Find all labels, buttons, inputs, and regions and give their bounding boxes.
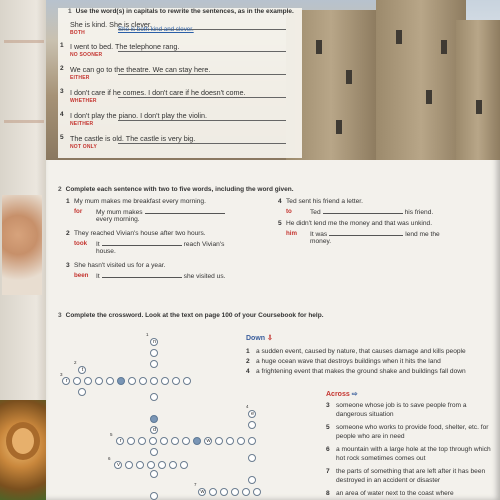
exercise-2-title: 2 Complete each sentence with two to five words, including the word given.: [58, 186, 294, 193]
exercise-2-q1: 1 My mum makes me breakfast every morning.: [66, 198, 206, 205]
page-decoration: [4, 120, 44, 123]
down-arrow-icon: ⇩: [267, 335, 273, 342]
crossword-cell[interactable]: [127, 437, 135, 445]
clue-number: 5: [110, 432, 113, 437]
exercise-1-example: She is kind. She is clever. BOTH She is both kind and clever.: [70, 20, 290, 36]
crossword-cell[interactable]: d: [150, 426, 158, 434]
crossword-cell[interactable]: [78, 388, 86, 396]
answer-blank[interactable]: [329, 229, 403, 236]
page-decoration: [4, 40, 44, 43]
crossword-cell[interactable]: [248, 454, 256, 462]
crossword-cell-highlight[interactable]: [193, 437, 201, 445]
crossword-cell[interactable]: [248, 421, 256, 429]
exercise-2-q4-line: Ted his friend.: [310, 209, 434, 216]
crossword-cell[interactable]: [215, 437, 223, 445]
crossword-cell[interactable]: [95, 377, 103, 385]
crossword-cell[interactable]: [139, 377, 147, 385]
crossword-cell[interactable]: [237, 437, 245, 445]
illustration-fragment: [2, 195, 42, 295]
crossword-cell[interactable]: [136, 461, 144, 469]
crossword-cell[interactable]: [150, 360, 158, 368]
crossword-cell[interactable]: r: [62, 377, 70, 385]
answer-line[interactable]: [118, 97, 286, 98]
crossword-cell[interactable]: [169, 461, 177, 469]
crossword-cell[interactable]: [248, 476, 256, 484]
crossword-cell[interactable]: [253, 488, 261, 496]
crossword-cell[interactable]: [106, 377, 114, 385]
crossword-cell[interactable]: [161, 377, 169, 385]
across-arrow-icon: ⇨: [351, 391, 358, 398]
crossword-cell[interactable]: [138, 437, 146, 445]
keyword: for: [74, 208, 83, 215]
clue-number: 4: [246, 404, 249, 409]
exercise-2-q5-line: It was lend me the: [310, 231, 440, 238]
crossword-cell[interactable]: [150, 470, 158, 478]
keyword: to: [286, 208, 292, 215]
crossword-cell[interactable]: [180, 461, 188, 469]
crossword-cell[interactable]: [149, 437, 157, 445]
crossword-cell[interactable]: [242, 488, 250, 496]
keyword: took: [74, 240, 88, 247]
exercise-2-q3-line: It she visited us.: [96, 273, 226, 280]
exercise-1-title: 1 Use the word(s) in capitals to rewrite the sentences, as in the example.: [68, 8, 294, 15]
crossword-cell[interactable]: [220, 488, 228, 496]
across-heading: Across ⇨: [326, 391, 358, 398]
answer-line[interactable]: [118, 143, 286, 144]
castle-tower: [456, 20, 500, 160]
crossword-cell[interactable]: t: [78, 366, 86, 374]
exercise-1-item: 5 The castle is old. The castle is very big. NOT ONLY: [70, 134, 290, 150]
crossword-cell-highlight[interactable]: [117, 377, 125, 385]
crossword-cell[interactable]: [150, 448, 158, 456]
answer-line[interactable]: [118, 51, 286, 52]
exercise-2-q5: 5 He didn't lend me the money and that was unkind.: [278, 220, 433, 227]
keyword: been: [74, 272, 89, 279]
exercise-1-box: [58, 8, 302, 158]
window: [426, 90, 432, 104]
lion-face: [12, 428, 34, 454]
exercise-2-q2-end: house.: [96, 248, 116, 255]
exercise-1-item: 2 We can go to the theatre. We can stay here. EITHER: [70, 65, 290, 81]
crossword-cell[interactable]: r: [116, 437, 124, 445]
window: [396, 30, 402, 44]
crossword-cell[interactable]: [150, 393, 158, 401]
workbook-page: [46, 0, 500, 500]
exercise-2-q4: 4 Ted sent his friend a letter.: [278, 198, 363, 205]
crossword-clues: Down ⇩ 1 a sudden event, caused by nature, that causes damage and kills people 2 a huge ocean wave that destroys buildings when it hits the land 4 a frightening event that makes the ground shake and buildings fall down Across ⇨ 3 someone whose job is to save people from a dangerous situation 5 someone who works to provide food, shelter, etc. for people who are in need 6 a mountain with a large hole at the top through which hot rock sometimes comes out 7 the parts of something that are left after it has been destroyed in an accident or disaster 8 an area of water next to the coast where: [246, 334, 496, 342]
crossword-cell[interactable]: [183, 377, 191, 385]
crossword-cell[interactable]: [84, 377, 92, 385]
crossword-cell[interactable]: e: [248, 410, 256, 418]
crossword-cell[interactable]: [128, 377, 136, 385]
answer-blank[interactable]: [102, 239, 182, 246]
answer-blank[interactable]: [102, 271, 182, 278]
exercise-2-q2-line: It reach Vivian's: [96, 241, 225, 248]
answer-line[interactable]: [118, 120, 286, 121]
exercise-3: [58, 312, 488, 319]
clue-number: 3: [60, 372, 63, 377]
window: [476, 100, 482, 114]
exercise-2-q3: 3 She hasn't visited us for a year.: [66, 262, 166, 269]
crossword-cell[interactable]: [160, 437, 168, 445]
crossword-cell[interactable]: [182, 437, 190, 445]
crossword-cell[interactable]: n: [150, 338, 158, 346]
exercise-2-q1-line: My mum makes: [96, 207, 227, 218]
crossword-cell[interactable]: [209, 488, 217, 496]
crossword-cell[interactable]: [158, 461, 166, 469]
crossword-cell[interactable]: [231, 488, 239, 496]
exercise-2-q2: 2 They reached Vivian's house after two hours.: [66, 230, 206, 237]
crossword-cell[interactable]: [150, 349, 158, 357]
exercise-1-item: 4 I don't play the piano. I don't play the violin. NEITHER: [70, 111, 290, 127]
clue-number: 6: [108, 456, 111, 461]
crossword-cell[interactable]: v: [114, 461, 122, 469]
clue-number: 1: [146, 332, 149, 337]
crossword-cell[interactable]: [248, 437, 256, 445]
crossword-cell[interactable]: [150, 492, 158, 500]
exercise-1-item: 1 I went to bed. The telephone rang. NO SOONER: [70, 42, 290, 58]
answer-line[interactable]: [118, 74, 286, 75]
crossword-cell-highlight[interactable]: [150, 415, 158, 423]
crossword-cell[interactable]: [172, 377, 180, 385]
exercise-2-q5-end: money.: [310, 238, 332, 245]
crossword-cell[interactable]: w: [204, 437, 212, 445]
exercise-2: [58, 186, 488, 280]
crossword-cell[interactable]: [147, 461, 155, 469]
example-answer: She is both kind and clever.: [118, 26, 194, 33]
down-heading: Down ⇩: [246, 335, 273, 342]
crossword-cell[interactable]: w: [198, 488, 206, 496]
clue-number: 7: [194, 482, 197, 487]
crossword-cell[interactable]: [150, 377, 158, 385]
clue-number: 2: [74, 360, 77, 365]
crossword-cell[interactable]: [171, 437, 179, 445]
crossword-cell[interactable]: [125, 461, 133, 469]
answer-blank[interactable]: [145, 207, 225, 214]
window: [336, 120, 342, 134]
castle-tower: [376, 0, 466, 160]
answer-blank[interactable]: [323, 207, 403, 214]
crossword-cell[interactable]: [73, 377, 81, 385]
window: [316, 40, 322, 54]
window: [441, 40, 447, 54]
window: [346, 70, 352, 84]
exercise-3-title: 3 Complete the crossword. Look at the text on page 100 of your Coursebook for help.: [58, 312, 324, 319]
crossword-cell[interactable]: [226, 437, 234, 445]
exercise-2-q1-end: every morning.: [96, 216, 140, 223]
keyword: him: [286, 230, 298, 237]
previous-page-edge: [0, 0, 52, 500]
exercise-1-item: 3 I don't care if he comes. I don't care if he doesn't come. WHETHER: [70, 88, 290, 104]
